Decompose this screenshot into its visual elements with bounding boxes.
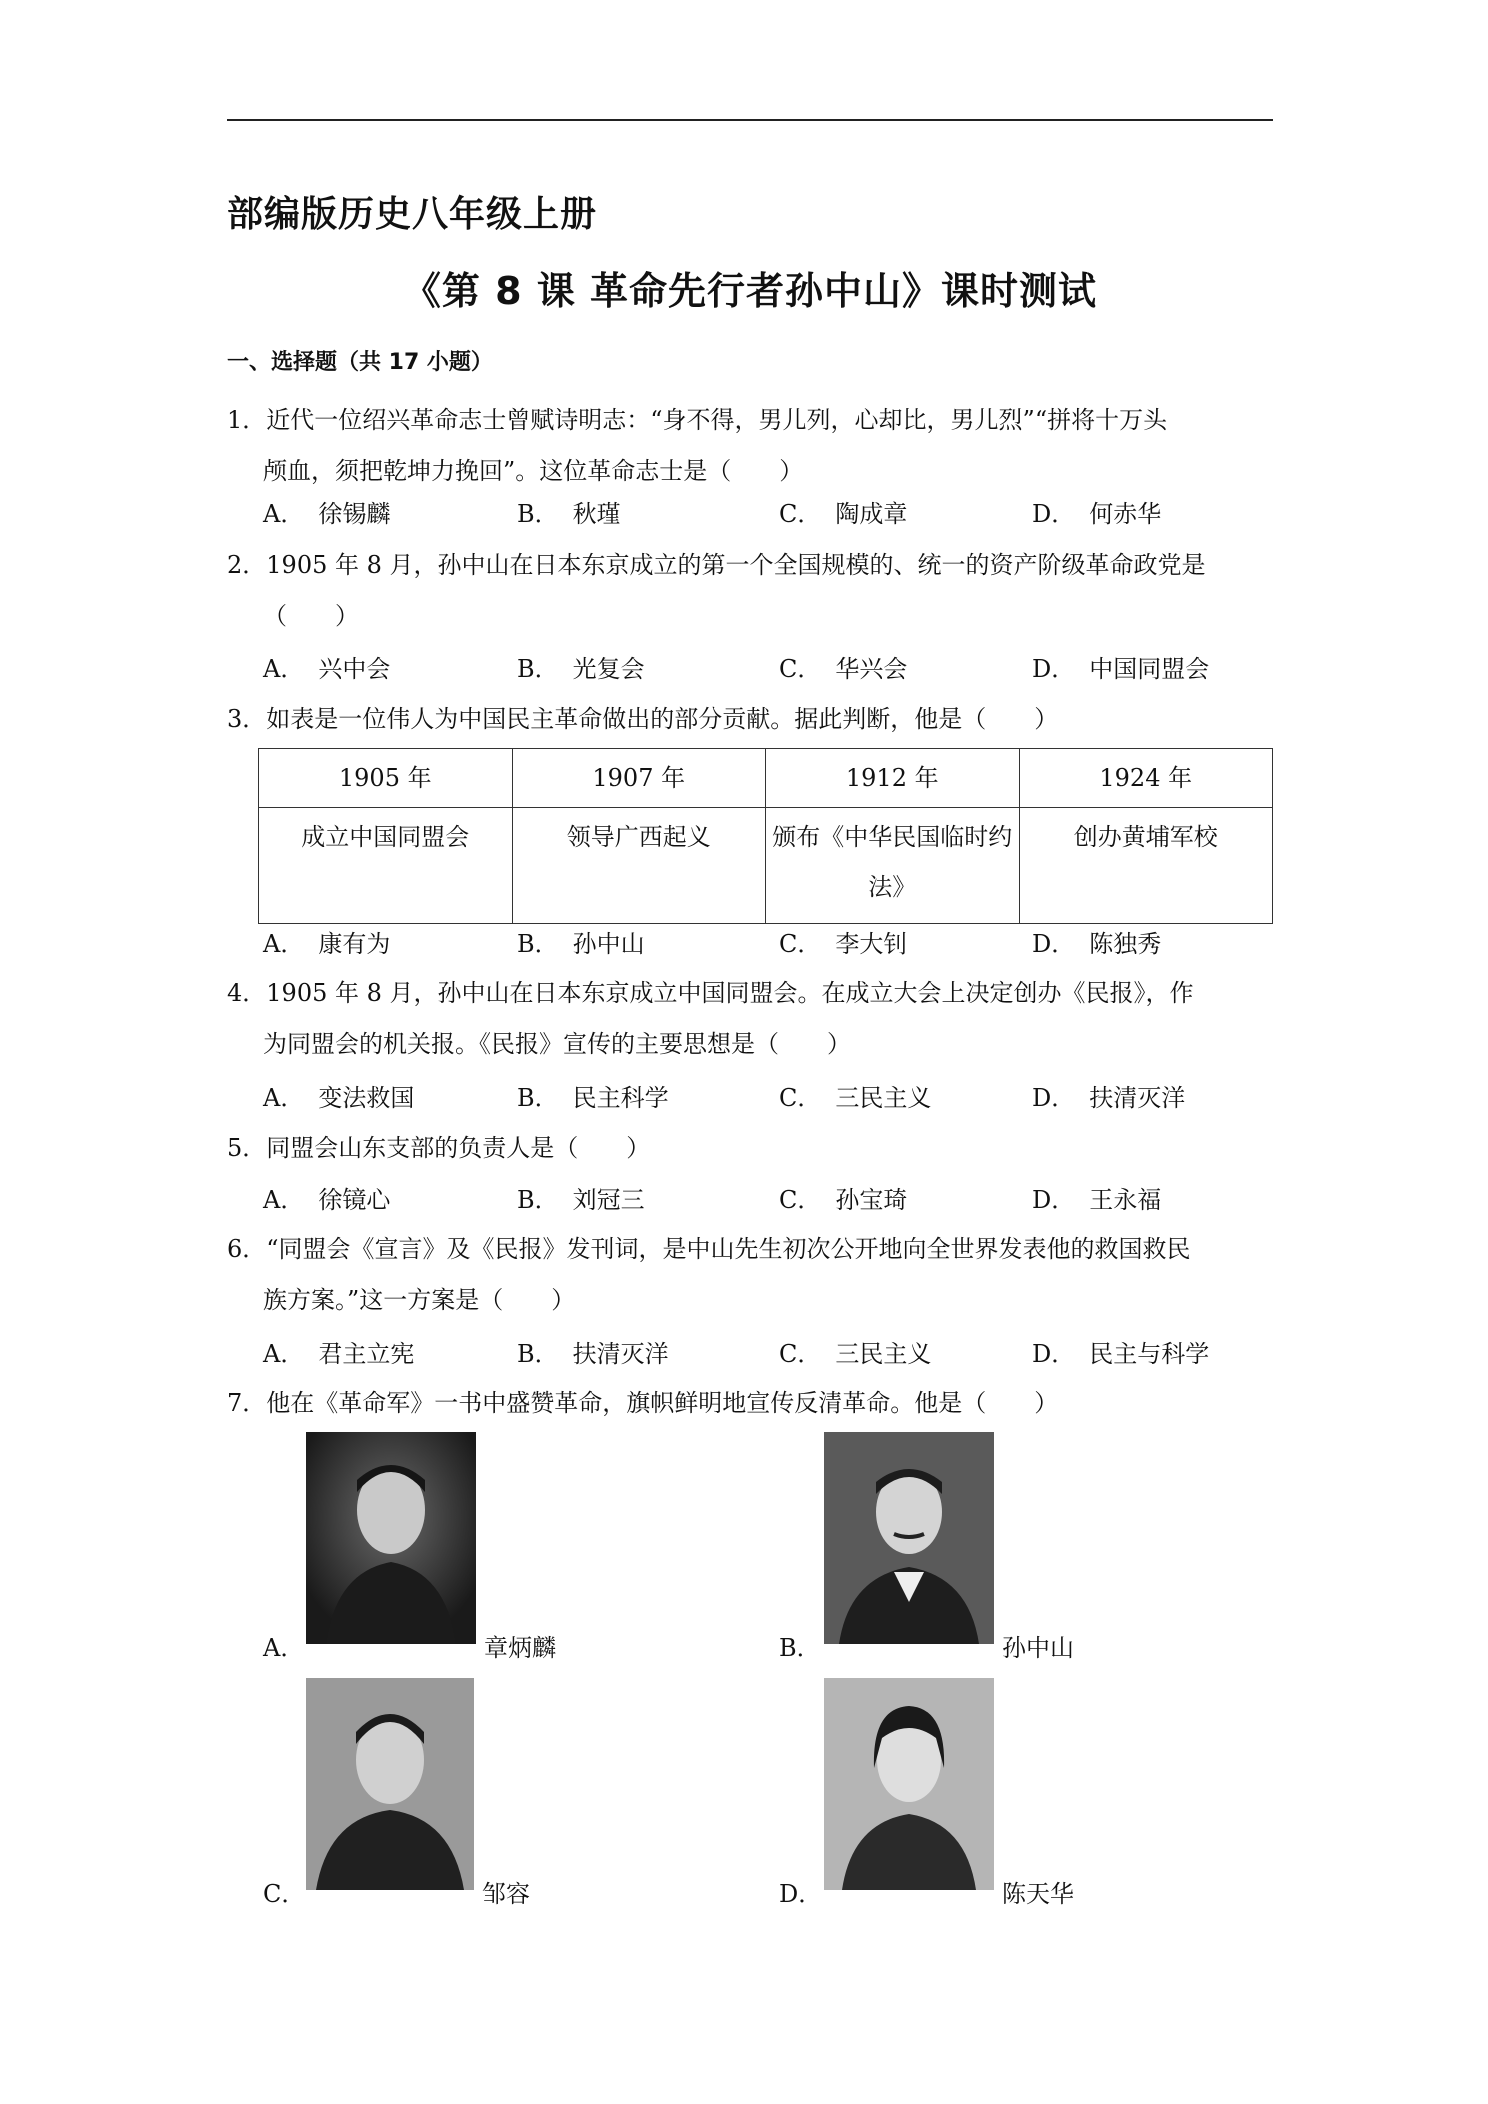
document-title: 部编版历史八年级上册 <box>227 194 598 235</box>
question-line: 近代一位绍兴革命志士曾赋诗明志：“身不得，男儿列，心却比，男儿烈”“拼将十万头 <box>266 406 1168 434</box>
option-a[interactable]: A． 徐镜心 <box>263 1186 391 1214</box>
option-c-label[interactable]: C． <box>263 1880 306 1908</box>
option-b[interactable]: B． 孙中山 <box>517 930 645 958</box>
option-b[interactable]: B． 秋瑾 <box>517 500 621 528</box>
question-line: 族方案。”这一方案是（ ） <box>263 1286 576 1314</box>
options-5 <box>263 1180 1273 1220</box>
option-c[interactable]: C． 李大钊 <box>779 930 908 958</box>
table-cell: 领导广西起义 <box>512 808 766 924</box>
portrait-icon <box>306 1432 476 1644</box>
option-a-label[interactable]: A． <box>263 1634 305 1662</box>
table-cell: 成立中国同盟会 <box>259 808 513 924</box>
question-line: 颅血，须把乾坤力挽回”。这位革命志士是（ ） <box>263 457 804 485</box>
portrait-d-image[interactable] <box>824 1678 994 1890</box>
question-number: 3． <box>227 705 267 733</box>
option-a[interactable]: A． 康有为 <box>263 930 391 958</box>
option-b[interactable]: B． 刘冠三 <box>517 1186 645 1214</box>
portrait-a-image[interactable] <box>306 1432 476 1644</box>
portrait-icon <box>824 1678 994 1890</box>
table-header-cell: 1912 年 <box>766 749 1020 808</box>
option-d[interactable]: D． 何赤华 <box>1032 500 1162 528</box>
question-2 <box>227 540 1275 642</box>
question-line: 他在《革命军》一书中盛赞革命，旗帜鲜明地宣传反清革命。他是（ ） <box>266 1389 1059 1417</box>
options-6 <box>263 1334 1273 1374</box>
options-1 <box>263 494 1273 534</box>
question-line: 1905 年 8 月，孙中山在日本东京成立的第一个全国规模的、统一的资产阶级革命政党是 <box>266 551 1206 579</box>
question-line: “同盟会《宣言》及《民报》发刊词，是中山先生初次公开地向全世界发表他的救国救民 <box>266 1235 1191 1263</box>
question-line: 如表是一位伟人为中国民主革命做出的部分贡献。据此判断，他是（ ） <box>266 705 1059 733</box>
portrait-icon <box>824 1432 994 1644</box>
question-4 <box>227 968 1275 1070</box>
option-d[interactable]: D． 民主与科学 <box>1032 1340 1210 1368</box>
option-d[interactable]: D． 陈独秀 <box>1032 930 1162 958</box>
header-rule <box>227 119 1273 121</box>
question-line: 同盟会山东支部的负责人是（ ） <box>266 1134 651 1162</box>
contribution-table <box>258 748 1273 924</box>
question-7 <box>227 1378 1275 1429</box>
document-subtitle: 《第 8 课 革命先行者孙中山》课时测试 <box>402 269 1098 313</box>
question-1 <box>227 395 1275 497</box>
option-a[interactable]: A． 变法救国 <box>263 1084 415 1112</box>
question-number: 6． <box>227 1235 267 1263</box>
option-d[interactable]: D． 中国同盟会 <box>1032 655 1210 683</box>
question-line: 为同盟会的机关报。《民报》宣传的主要思想是（ ） <box>263 1030 851 1058</box>
option-d-caption: 陈天华 <box>1002 1880 1074 1908</box>
option-b[interactable]: B． 光复会 <box>517 655 645 683</box>
option-c[interactable]: C． 孙宝琦 <box>779 1186 908 1214</box>
table-cell: 创办黄埔军校 <box>1019 808 1273 924</box>
table-row <box>259 808 1273 924</box>
question-6 <box>227 1224 1275 1326</box>
option-d-label[interactable]: D． <box>779 1880 823 1908</box>
options-4 <box>263 1078 1273 1118</box>
option-a[interactable]: A． 君主立宪 <box>263 1340 415 1368</box>
options-3 <box>263 924 1273 964</box>
portrait-c-image[interactable] <box>306 1678 474 1890</box>
option-a[interactable]: A． 兴中会 <box>263 655 391 683</box>
question-number: 2． <box>227 551 267 579</box>
question-number: 7． <box>227 1389 267 1417</box>
option-c[interactable]: C． 陶成章 <box>779 500 908 528</box>
question-line: （ ） <box>263 602 359 630</box>
table-header-cell: 1924 年 <box>1019 749 1273 808</box>
question-line: 1905 年 8 月，孙中山在日本东京成立中国同盟会。在成立大会上决定创办《民报》，作 <box>266 979 1194 1007</box>
question-number: 5． <box>227 1134 267 1162</box>
option-b-caption: 孙中山 <box>1002 1634 1074 1662</box>
question-5 <box>227 1123 1275 1174</box>
table-cell: 颁布《中华民国临时约法》 <box>766 808 1020 924</box>
table-header-row <box>259 749 1273 808</box>
options-2 <box>263 649 1273 689</box>
option-a-caption: 章炳麟 <box>484 1634 556 1662</box>
question-number: 1． <box>227 406 267 434</box>
section-heading: 一、选择题（共 17 小题） <box>227 350 493 375</box>
option-c[interactable]: C． 华兴会 <box>779 655 908 683</box>
question-3 <box>227 694 1275 745</box>
question-number: 4． <box>227 979 267 1007</box>
option-d[interactable]: D． 扶清灭洋 <box>1032 1084 1186 1112</box>
option-c[interactable]: C． 三民主义 <box>779 1340 932 1368</box>
option-b-label[interactable]: B． <box>779 1634 821 1662</box>
table-header-cell: 1907 年 <box>512 749 766 808</box>
portrait-icon <box>306 1678 474 1890</box>
option-b[interactable]: B． 扶清灭洋 <box>517 1340 669 1368</box>
option-c-caption: 邹容 <box>482 1880 530 1908</box>
portrait-b-image[interactable] <box>824 1432 994 1644</box>
option-a[interactable]: A． 徐锡麟 <box>263 500 391 528</box>
table-header-cell: 1905 年 <box>259 749 513 808</box>
option-d[interactable]: D． 王永福 <box>1032 1186 1162 1214</box>
option-b[interactable]: B． 民主科学 <box>517 1084 669 1112</box>
option-c[interactable]: C． 三民主义 <box>779 1084 932 1112</box>
